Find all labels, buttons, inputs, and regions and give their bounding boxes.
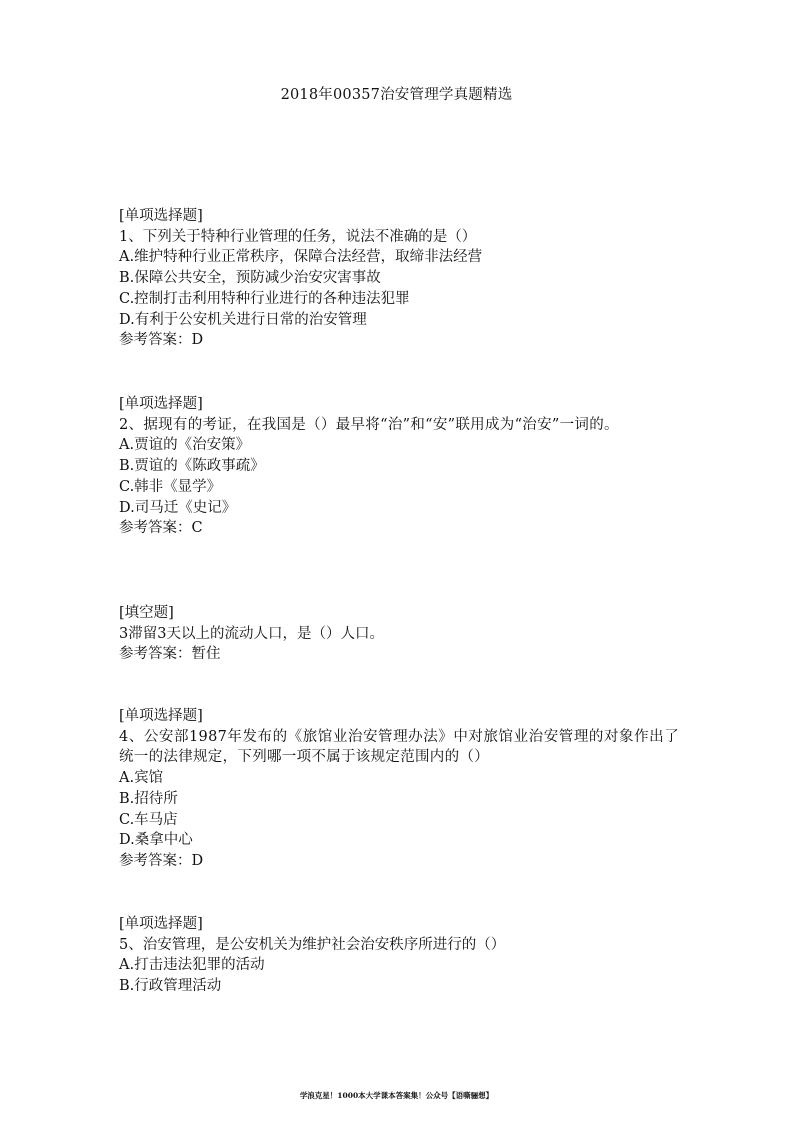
question-option: D.司马迁《史记》: [119, 499, 237, 516]
question-option: A.贾谊的《治安策》: [119, 437, 251, 454]
question-stem: 2、据现有的考证，在我国是（）最早将“治”和“安”联用成为“治安”一词的。: [119, 416, 619, 433]
question-block: [119, 603, 679, 665]
question-answer: 参考答案：C: [119, 520, 203, 537]
question-answer: 参考答案：D: [119, 852, 204, 869]
question-option: A.维护特种行业正常秩序，保障合法经营，取缔非法经营: [119, 249, 483, 266]
question-option: B.招待所: [119, 790, 178, 807]
question-option: C.韩非《显学》: [119, 478, 222, 495]
question-stem: 4、公安部1987年发布的《旅馆业治安管理办法》中对旅馆业治安管理的对象作出了统一的法律规定，下列哪一项不属于该规定范围内的（）: [119, 728, 679, 766]
question-stem: 3滞留3天以上的流动人口，是（）人口。: [119, 625, 384, 642]
question-block: [119, 206, 679, 351]
question-answer: 参考答案：D: [119, 332, 204, 349]
question-option: D.有利于公安机关进行日常的治安管理: [119, 311, 367, 328]
question-option: C.车马店: [119, 811, 178, 828]
question-block: [119, 914, 679, 997]
question-stem: 5、治安管理，是公安机关为维护社会治安秩序所进行的（）: [119, 936, 506, 953]
page-footer: 学浪克星！1000本大学课本答案集！公众号【语嘶骊想】: [299, 1091, 494, 1100]
question-type: [单项选择题]: [119, 916, 203, 932]
question-type: [单项选择题]: [119, 396, 203, 412]
document-title: 2018年00357治安管理学真题精选: [280, 87, 513, 103]
question-option: B.贾谊的《陈政事疏》: [119, 458, 265, 475]
question-type: [填空题]: [119, 605, 174, 621]
question-type: [单项选择题]: [119, 208, 203, 224]
question-stem: 1、下列关于特种行业管理的任务，说法不准确的是（）: [119, 228, 477, 245]
question-block: [119, 706, 679, 872]
question-block: [119, 394, 679, 539]
question-option: D.桑拿中心: [119, 832, 193, 849]
question-option: A.宾馆: [119, 770, 164, 787]
question-option: B.行政管理活动: [119, 978, 222, 995]
question-option: A.打击违法犯罪的活动: [119, 957, 265, 974]
question-type: [单项选择题]: [119, 708, 203, 724]
question-option: C.控制打击利用特种行业进行的各种违法犯罪: [119, 290, 410, 307]
question-option: B.保障公共安全，预防减少治安灾害事故: [119, 270, 381, 287]
question-answer: 参考答案：暂住: [119, 646, 221, 663]
